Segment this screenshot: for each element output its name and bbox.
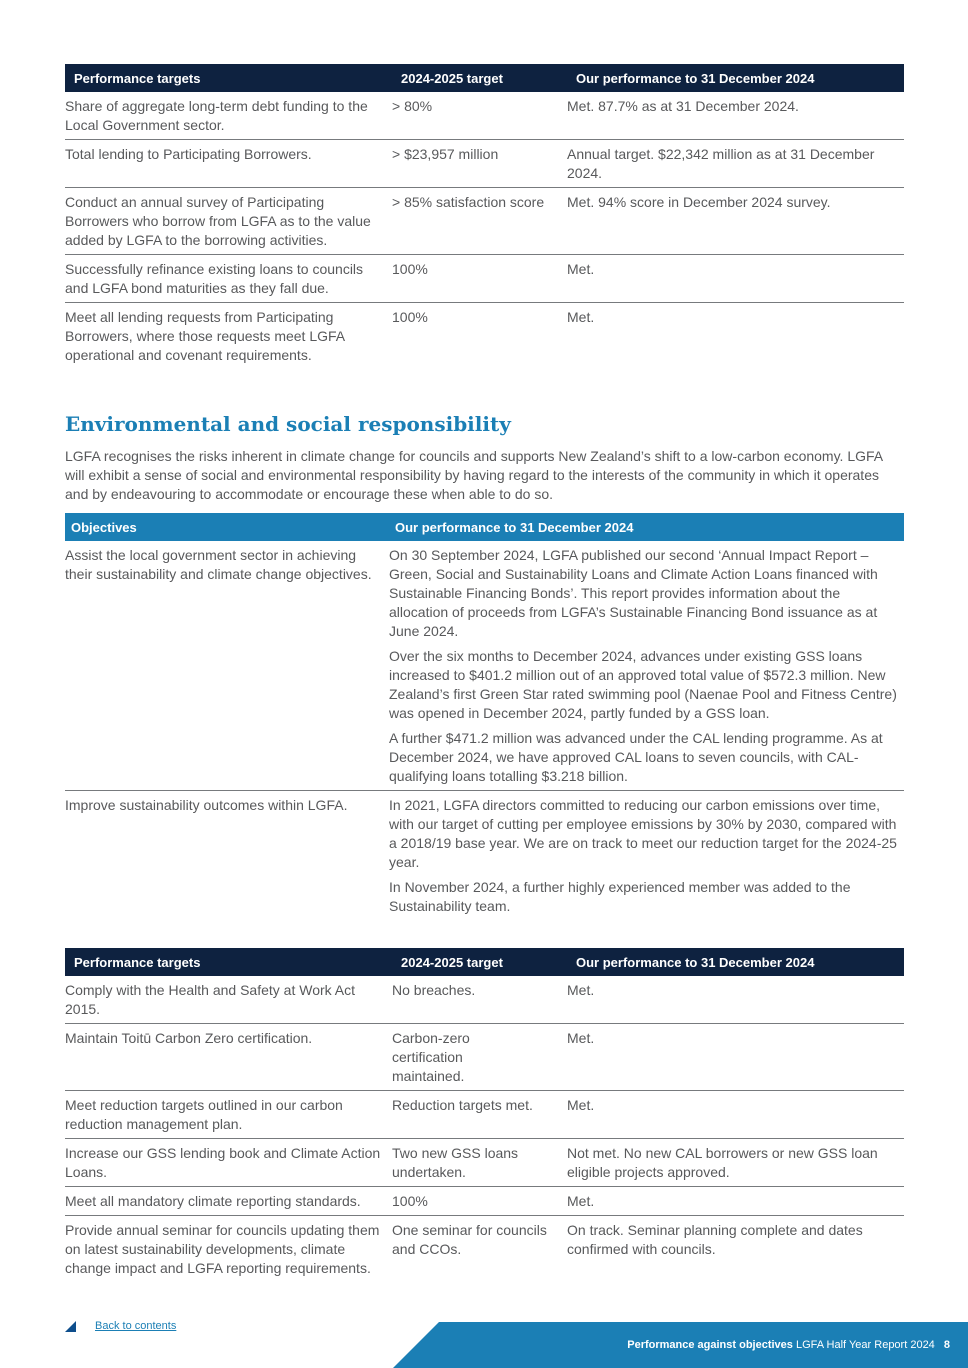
table-row [65, 1187, 904, 1216]
table-header-row [65, 513, 904, 541]
table-row [65, 92, 904, 140]
footer-report-name: LGFA Half Year Report 2024 [795, 1339, 935, 1351]
header-performance: Our performance to 31 December 2024 [567, 948, 904, 976]
header-performance-targets: Performance targets [65, 948, 392, 976]
performance-paragraph: On 30 September 2024, LGFA published our second ‘Annual Impact Report – Green, Social and Sustainability Loans and Climate Action Loans financed with Sustainable Financing Bonds’. This report provides information about the allocation of proceeds from LGFA’s Sustainable Financing Bond issuance as at June 2024. [389, 547, 878, 639]
target-cell: Meet all lending requests from Participating Borrowers, where those requests meet LGFA operational and covenant requirements. [65, 309, 345, 363]
table-row [65, 1024, 904, 1091]
table-row [65, 541, 904, 791]
section-title: Environmental and social responsibility [65, 412, 511, 436]
header-performance: Our performance to 31 December 2024 [567, 64, 904, 92]
performance-paragraph: A further $471.2 million was advanced under the CAL lending programme. As at December 2024, we have approved CAL loans to seven councils, with CAL-qualifying loans totalling $3.218 billion. [389, 730, 883, 784]
target-cell: Share of aggregate long-term debt funding to the Local Government sector. [65, 92, 392, 140]
target-cell: Total lending to Participating Borrowers. [65, 140, 392, 188]
table-row [65, 188, 904, 255]
performance-cell: Met. [567, 976, 904, 1024]
target-cell: Conduct an annual survey of Participating Borrowers who borrow from LGFA as to the value added by LGFA to the borrowing activities. [65, 188, 392, 255]
table-row [65, 140, 904, 188]
section-intro: LGFA recognises the risks inherent in climate change for councils and supports New Zealand’s shift to a low-carbon economy. LGFA will exhibit a sense of social and environmental responsibility by having regard to the interests of the community in which it operates and by endeavouring to accommodate or encourage these when able to do so. [65, 448, 883, 502]
target-value-cell: 100% [392, 309, 428, 325]
back-to-contents[interactable] [65, 1320, 176, 1332]
performance-paragraph: In November 2024, a further highly experienced member was added to the Sustainability team. [389, 879, 851, 914]
target-value-cell: 100% [392, 1187, 567, 1216]
header-objectives: Objectives [65, 513, 389, 541]
target-value-cell: Carbon-zero certification maintained. [392, 1024, 567, 1091]
objective-cell: Assist the local government sector in achieving their sustainability and climate change objectives. [65, 541, 389, 791]
footer-section-name: Performance against objectives [627, 1339, 793, 1351]
table-row [65, 1091, 904, 1139]
back-to-contents-link[interactable]: Back to contents [95, 1320, 177, 1332]
performance-cell: Met. 87.7% as at 31 December 2024. [567, 92, 904, 140]
performance-cell: Met. [567, 1024, 904, 1091]
target-cell: Meet all mandatory climate reporting standards. [65, 1187, 392, 1216]
performance-cell: Met. [567, 1091, 904, 1139]
performance-cell: On track. Seminar planning complete and dates confirmed with councils. [567, 1222, 863, 1257]
table-header-row [65, 948, 904, 976]
header-target: 2024-2025 target [392, 64, 567, 92]
table-row [65, 976, 904, 1024]
target-cell: Increase our GSS lending book and Climate Action Loans. [65, 1139, 392, 1187]
objectives-table [65, 513, 904, 920]
target-cell: Provide annual seminar for councils updating them on latest sustainability developments, climate change impact and LGFA reporting requirements. [65, 1222, 380, 1276]
performance-targets-table-1 [65, 64, 904, 369]
target-cell: Meet reduction targets outlined in our carbon reduction management plan. [65, 1091, 392, 1139]
target-cell: Comply with the Health and Safety at Work Act 2015. [65, 976, 392, 1024]
performance-cell [389, 791, 904, 921]
target-cell: Successfully refinance existing loans to councils and LGFA bond maturities as they fall due. [65, 255, 392, 303]
performance-paragraph: Over the six months to December 2024, advances under existing GSS loans increased to $401.2 million out of an approved total value of $572.3 million. New Zealand’s first Green Star rated swimming pool (Naenae Pool and Fitness Centre) was opened in December 2024, partly funded by a GSS loan. [389, 648, 897, 721]
table-row [65, 1139, 904, 1187]
target-value-cell: Two new GSS loans undertaken. [392, 1139, 567, 1187]
performance-cell: Met. [567, 309, 595, 325]
table-header-row [65, 64, 904, 92]
performance-targets-table-2 [65, 948, 904, 1282]
table-row [65, 791, 904, 921]
target-value-cell: 100% [392, 255, 567, 303]
header-performance: Our performance to 31 December 2024 [389, 513, 904, 541]
page-number: 8 [943, 1339, 950, 1351]
target-value-cell: Reduction targets met. [392, 1091, 567, 1139]
target-value-cell: > $23,957 million [392, 140, 567, 188]
table-row [65, 255, 904, 303]
target-cell: Maintain Toitū Carbon Zero certification. [65, 1024, 392, 1091]
performance-paragraph: In 2021, LGFA directors committed to reducing our carbon emissions over time, with our target of cutting per employee emissions by 30% by 2030, compared with a 2018/19 base year. We are on track to meet our reduction target for the 2024-25 year. [389, 797, 897, 870]
header-performance-targets: Performance targets [65, 64, 392, 92]
target-value-cell: One seminar for councils and CCOs. [392, 1222, 547, 1257]
performance-cell: Met. [567, 255, 904, 303]
performance-cell: Met. [567, 1187, 904, 1216]
objective-cell: Improve sustainability outcomes within LGFA. [65, 797, 348, 813]
target-value-cell: No breaches. [392, 976, 567, 1024]
table-row [65, 303, 904, 370]
performance-cell: Not met. No new CAL borrowers or new GSS loan eligible projects approved. [567, 1139, 904, 1187]
triangle-icon [65, 1321, 76, 1332]
header-target: 2024-2025 target [392, 948, 567, 976]
footer-label [627, 1339, 950, 1351]
table-row [65, 1216, 904, 1283]
performance-cell [389, 541, 904, 791]
target-value-cell: > 80% [392, 92, 567, 140]
target-value-cell: > 85% satisfaction score [392, 188, 567, 255]
performance-cell: Met. 94% score in December 2024 survey. [567, 188, 904, 255]
performance-cell: Annual target. $22,342 million as at 31 December 2024. [567, 140, 904, 188]
